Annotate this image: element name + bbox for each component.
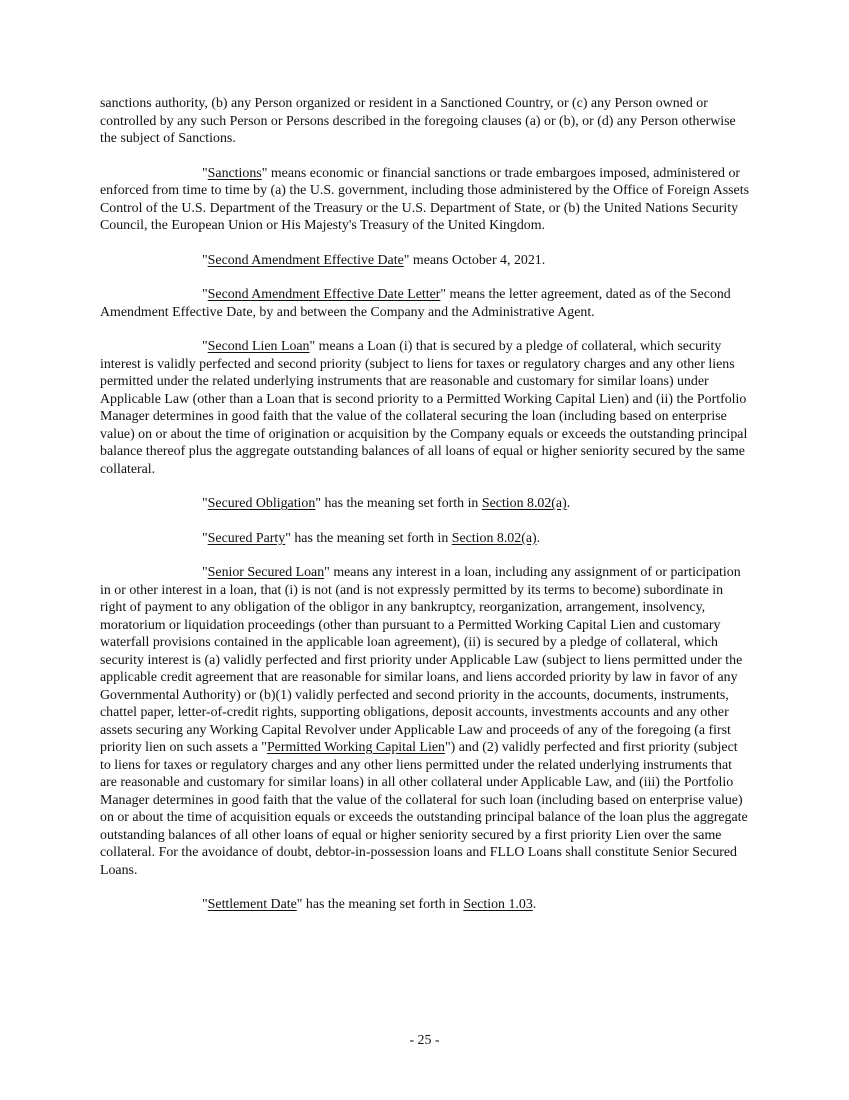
definition-text-continued: ") and (2) validly perfected and first priority (subject to liens for taxes or regulatory charges and any other liens permitted under the related underlying instruments that are reasonable and customary for similar loans) in all other collateral under Applicable Law, and (iii) the Portfolio Manager determines in good faith that the value of the collateral for such loan (including based on enterprise value) on or about the time of acquisition equals or exceeds the outstanding principal balance of the loan plus the aggregate outstanding balances of all other loans of equal or higher seniority secured by a first priority Lien over the same collateral. For the avoidance of doubt, debtor-in-possession loans and FLLO Loans shall constitute Senior Secured Loans. (100, 740, 748, 878)
page-number: - 25 - (409, 1033, 440, 1048)
definition-settlement-date: "Settlement Date" has the meaning set forth in Section 1.03. (202, 897, 537, 912)
definition-end: . (532, 897, 537, 912)
defined-term: Secured Party (207, 530, 286, 546)
paragraph-text: sanctions authority, (b) any Person organized or resident in a Sanctioned Country, or (c) any Person owned or controlled by any such Person or Persons described in the foregoing clauses (a) or (b), or (d) any Person otherwise the subject of Sanctions. (100, 96, 736, 146)
defined-term: Settlement Date (207, 897, 297, 912)
section-reference: Section 8.02(a) (451, 530, 537, 546)
page-body (100, 95, 750, 931)
defined-term: Second Amendment Effective Date Letter (207, 287, 441, 302)
definition-text: " means the letter agreement, dated as of the Second Amendment Effective Date, by and between the Company and the Administrative Agent. (100, 287, 731, 320)
section-reference: Section 1.03 (463, 897, 533, 912)
definition-sanctions: "Sanctions" means economic or financial sanctions or trade embargoes imposed, administered or enforced from time to time by (a) the U.S. government, including those administered by the Office of Foreign Assets Control of the U.S. Department of the Treasury or the U.S. Department of State, or (b) the United Nations Security Council, the European Union or His Majesty's Treasury of the United Kingdom. (100, 165, 749, 233)
section-reference: Section 8.02(a) (481, 496, 567, 511)
definition-text: " means October 4, 2021. (403, 252, 546, 268)
defined-term: Sanctions (207, 165, 262, 181)
definition-text: " has the meaning set forth in (296, 897, 464, 912)
definition-second-lien-loan: "Second Lien Loan" means a Loan (i) that is secured by a pledge of collateral, which security interest is validly perfected and second priority (subject to liens for taxes or regulatory charges and any other liens permitted under the related underlying instruments that are reasonable and customary for similar loans) under Applicable Law (other than a Loan that is second priority to a Permitted Working Capital Lien) and (ii) the Portfolio Manager determines in good faith that the value of the collateral securing the loan (including based on enterprise value) on or about the time of origination or acquisition by the Company equals or exceeds the outstanding principal balance thereof plus the aggregate outstanding balances of all loans of equal or higher seniority secured by the same collateral. (100, 339, 748, 477)
definition-end: . (566, 496, 571, 511)
defined-term: Second Amendment Effective Date (207, 252, 404, 268)
defined-term: Second Lien Loan (207, 339, 310, 354)
definition-text: " means any interest in a loan, including any assignment of or participation in or other interest in a loan, that (i) is not (and is not expressly permitted by its terms to become) subordinate in right of payment to any obligation of the obligor in any bankruptcy, reorganization, arrangement, insolvency, moratorium or liquidation proceedings (other than pursuant to a Permitted Working Capital Lien and customary waterfall provisions contained in the applicable loan agreement), (ii) is secured by a pledge of collateral, which security interest is (a) validly perfected and first priority under Applicable Law (subject to liens permitted under the applicable credit agreement that are reasonable for similar loans, and liens accorded priority by law in favor of any Governmental Authority) or (b)(1) validly perfected and second priority in the accounts, documents, instruments, chattel paper, letter-of-credit rights, supporting obligations, deposit accounts, investments accounts and any other assets securing any Working Capital Revolver under Applicable Law and proceeds of any of the foregoing (a first priority lien on such assets a " (100, 565, 743, 755)
definition-senior-secured-loan: "Senior Secured Loan" means any interest in a loan, including any assignment of or participation in or other interest in a loan, that (i) is not (and is not expressly permitted by its terms to become) subordinate in right of payment to any obligation of the obligor in any bankruptcy, reorganization, arrangement, insolvency, moratorium or liquidation proceedings (other than pursuant to a Permitted Working Capital Lien and customary waterfall provisions contained in the applicable loan agreement), (ii) is secured by a pledge of collateral, which security interest is (a) validly perfected and first priority under Applicable Law (subject to liens permitted under the applicable credit agreement that are reasonable for similar loans, and liens accorded priority by law in favor of any Governmental Authority) or (b)(1) validly perfected and second priority in the accounts, documents, instruments, chattel paper, letter-of-credit rights, supporting obligations, deposit accounts, investments accounts and any other assets securing any Working Capital Revolver under Applicable Law and proceeds of any of the foregoing (a first priority lien on such assets a "Permitted Working Capital Lien") and (2) validly perfected and first priority (subject to liens for taxes or regulatory charges and any other liens permitted under the related underlying instruments that are reasonable and customary for similar loans) in all other collateral under Applicable Law, and (iii) the Portfolio Manager determines in good faith that the value of the collateral for such loan (including based on enterprise value) on or about the time of acquisition equals or exceeds the outstanding principal balance of the loan plus the aggregate outstanding balances of all other loans of equal or higher seniority secured by a first priority Lien over the same collateral. For the avoidance of doubt, debtor-in-possession loans and FLLO Loans shall constitute Senior Secured Loans. (100, 565, 748, 878)
definition-text: " means a Loan (i) that is secured by a pledge of collateral, which security interest is validly perfected and second priority (subject to liens for taxes or regulatory charges and any other liens permitted under the related underlying instruments that are reasonable and customary for similar loans) under Applicable Law (other than a Loan that is second priority to a Permitted Working Capital Lien) and (ii) the Portfolio Manager determines in good faith that the value of the collateral securing the loan (including based on enterprise value) on or about the time of origination or acquisition by the Company equals or exceeds the outstanding principal balance thereof plus the aggregate outstanding balances of all loans of equal or higher seniority secured by the same collateral. (100, 339, 748, 477)
definition-secured-party: "Secured Party" has the meaning set forth in Section 8.02(a). (202, 530, 541, 546)
continuation-paragraph (100, 95, 750, 148)
definition-secured-obligation: "Secured Obligation" has the meaning set forth in Section 8.02(a). (202, 496, 571, 511)
definition-text: " has the meaning set forth in (285, 530, 452, 546)
defined-term-inline: Permitted Working Capital Lien (266, 740, 445, 755)
defined-term: Secured Obligation (207, 496, 316, 511)
definition-second-amendment-effective-date: "Second Amendment Effective Date" means October 4, 2021. (202, 252, 546, 268)
definition-text: " has the meaning set forth in (315, 496, 482, 511)
definition-text: " means economic or financial sanctions or trade embargoes imposed, administered or enforced from time to time by (a) the U.S. government, including those administered by the Office of Foreign Assets Control of the U.S. Department of the Treasury or the U.S. Department of State, or (b) the United Nations Security Council, the European Union or His Majesty's Treasury of the United Kingdom. (100, 165, 749, 233)
definition-second-amendment-effective-date-letter: "Second Amendment Effective Date Letter" means the letter agreement, dated as of the Second Amendment Effective Date, by and between the Company and the Administrative Agent. (100, 287, 731, 320)
defined-term: Senior Secured Loan (207, 565, 325, 580)
definition-end: . (536, 530, 541, 546)
